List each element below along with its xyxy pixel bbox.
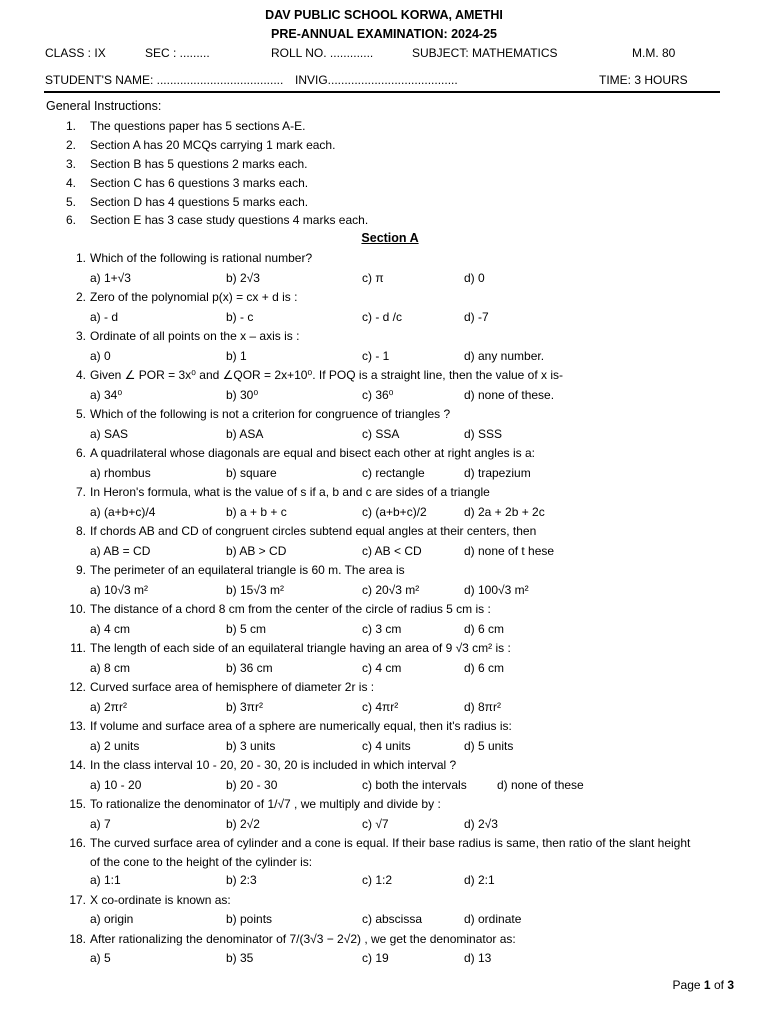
question-text: Zero of the polynomial p(x) = cx + d is : <box>90 290 298 304</box>
option-b: b) - c <box>226 309 254 324</box>
option-b: b) 30⁰ <box>226 387 259 402</box>
option-a: a) 7 <box>90 816 111 831</box>
student-name-label: STUDENT'S NAME: ...................................... <box>45 73 284 87</box>
option-b: b) a + b + c <box>226 504 287 519</box>
option-c: c) abscissa <box>362 912 423 926</box>
question-text: X co-ordinate is known as: <box>90 892 231 907</box>
option-c: c) 4πr² <box>362 699 399 714</box>
subject-label: SUBJECT: MATHEMATICS <box>412 46 558 60</box>
option-d: d) none of these <box>497 777 584 792</box>
option-c: c) - 1 <box>362 348 390 363</box>
option-c: c) both the intervals <box>362 777 467 792</box>
option-c: c) 20√3 m² <box>362 582 420 597</box>
instruction-item: 4. Section C has 6 questions 3 marks each. <box>66 176 309 190</box>
question-number: 11. <box>70 641 86 655</box>
question-item <box>0 327 768 366</box>
option-c: c) 3 cm <box>362 621 402 636</box>
class-label: CLASS : IX <box>45 46 106 60</box>
question-item <box>0 444 768 483</box>
option-c: c) SSA <box>362 426 400 441</box>
option-c: c) rectangle <box>362 465 425 480</box>
section-a-title: Section A <box>361 231 419 245</box>
option-b: b) 3 units <box>226 738 276 753</box>
option-c: c) 19 <box>362 951 389 965</box>
option-a: a) 1:1 <box>90 873 121 887</box>
option-b: b) 15√3 m² <box>226 582 284 597</box>
question-number: 1. <box>75 251 86 265</box>
question-text: A quadrilateral whose diagonals are equal and bisect each other at right angles is a: <box>90 446 535 460</box>
option-d: d) ordinate <box>464 912 522 926</box>
option-d: d) trapezium <box>464 465 531 480</box>
question-number: 6. <box>75 446 86 460</box>
question-number: 7. <box>75 485 86 499</box>
option-c: c) 1:2 <box>362 873 393 887</box>
option-d: d) 8πr² <box>464 699 501 714</box>
roll-label: ROLL NO. ............. <box>271 46 374 60</box>
question-text: Which of the following is not a criterion for congruence of triangles ? <box>90 407 451 421</box>
question-number: 3. <box>75 329 86 343</box>
question-item <box>0 600 768 639</box>
question-number: 9. <box>75 563 86 577</box>
option-d: d) none of t hese <box>464 543 555 558</box>
option-a: a) - d <box>90 309 119 324</box>
option-d: d) 100√3 m² <box>464 582 529 597</box>
option-a: a) 1+√3 <box>90 270 131 285</box>
school-name: DAV PUBLIC SCHOOL KORWA, AMETHI <box>265 8 503 22</box>
option-b: b) 2√3 <box>226 270 260 285</box>
option-b: b) ASA <box>226 426 264 441</box>
invigilator-label: INVIG....................................... <box>295 73 458 87</box>
option-d: d) 2√3 <box>464 816 498 831</box>
section-label: SEC : ......... <box>145 46 210 60</box>
option-c: c) AB < CD <box>362 543 422 558</box>
question-item <box>0 795 768 834</box>
option-a: a) 4 cm <box>90 621 131 636</box>
question-item <box>0 522 768 561</box>
exam-title: PRE-ANNUAL EXAMINATION: 2024-25 <box>271 27 497 41</box>
option-a: a) 8 cm <box>90 660 131 675</box>
option-b: b) square <box>226 465 277 480</box>
instruction-item: 5. Section D has 4 questions 5 marks each. <box>66 195 309 209</box>
question-text: The distance of a chord 8 cm from the center of the circle of radius 5 cm is : <box>90 602 491 616</box>
question-item <box>0 756 768 795</box>
question-number: 12. <box>69 680 86 694</box>
option-c: c) 4 cm <box>362 660 402 675</box>
question-text: Which of the following is rational number? <box>90 251 313 265</box>
option-b: b) 2:3 <box>226 873 257 887</box>
question-text: The length of each side of an equilateral triangle having an area of 9 √3 cm² is : <box>90 641 511 655</box>
option-a: a) 5 <box>90 951 111 965</box>
option-d: d) any number. <box>464 348 545 363</box>
question-text: The curved surface area of cylinder and a cone is equal. If their base radius is same, then ratio of the slant height <box>90 836 691 850</box>
question-list <box>0 249 768 969</box>
question-item <box>0 483 768 522</box>
instruction-item: 2. Section A has 20 MCQs carrying 1 mark each. <box>66 138 336 152</box>
question-item <box>0 930 768 969</box>
question-number: 2. <box>75 290 86 304</box>
option-d: d) 0 <box>464 270 485 285</box>
question-item <box>0 288 768 327</box>
option-b: b) 35 <box>226 951 254 965</box>
option-d: d) SSS <box>464 426 503 441</box>
question-text: In Heron's formula, what is the value of s if a, b and c are sides of a triangle <box>90 485 490 499</box>
max-marks-label: M.M. 80 <box>632 46 676 60</box>
question-text: Given ∠ POR = 3x⁰ and ∠QOR = 2x+10⁰. If POQ is a straight line, then the value of x is- <box>90 368 564 382</box>
option-d: d) 5 units <box>464 738 514 753</box>
question-number: 18. <box>69 931 86 946</box>
question-item <box>0 639 768 678</box>
option-c: c) 4 units <box>362 738 411 753</box>
option-c: c) - d /c <box>362 309 403 324</box>
option-a: a) (a+b+c)/4 <box>90 504 156 519</box>
option-c: c) (a+b+c)/2 <box>362 504 427 519</box>
option-d: d) -7 <box>464 309 489 324</box>
question-number: 10. <box>69 602 86 616</box>
question-text: Curved surface area of hemisphere of diameter 2r is : <box>90 680 375 694</box>
option-b: b) 1 <box>226 348 247 363</box>
question-item <box>0 891 768 930</box>
question-number: 13. <box>69 719 86 733</box>
question-item <box>0 834 768 891</box>
option-c: c) 36⁰ <box>362 387 394 402</box>
option-d: d) 6 cm <box>464 660 505 675</box>
option-a: a) SAS <box>90 426 129 441</box>
option-a: a) 2 units <box>90 738 140 753</box>
question-item <box>0 366 768 405</box>
option-d: d) 13 <box>464 951 492 965</box>
question-text: The perimeter of an equilateral triangle is 60 m. The area is <box>90 563 405 577</box>
instruction-item: 1. The questions paper has 5 sections A-E. <box>66 119 306 133</box>
option-d: d) 2:1 <box>464 873 495 887</box>
option-b: b) 2√2 <box>226 816 260 831</box>
question-number: 5. <box>75 407 86 421</box>
header-divider <box>44 91 720 93</box>
option-a: a) 10 - 20 <box>90 777 142 792</box>
option-c: c) π <box>362 270 384 285</box>
question-number: 14. <box>69 758 86 772</box>
option-b: b) points <box>226 912 273 926</box>
option-d: d) 6 cm <box>464 621 505 636</box>
question-number: 8. <box>75 524 86 538</box>
instruction-item: 3. Section B has 5 questions 2 marks each. <box>66 157 308 171</box>
option-a: a) 2πr² <box>90 699 127 714</box>
question-text: In the class interval 10 - 20, 20 - 30, 20 is included in which interval ? <box>90 758 457 772</box>
question-item <box>0 249 768 288</box>
option-b: b) 5 cm <box>226 621 267 636</box>
option-d: d) 2a + 2b + 2c <box>464 504 545 519</box>
option-b: b) AB > CD <box>226 543 287 558</box>
time-label: TIME: 3 HOURS <box>599 73 688 87</box>
option-b: b) 36 cm <box>226 660 273 675</box>
question-number: 16. <box>69 836 86 850</box>
option-b: b) 20 - 30 <box>226 777 278 792</box>
option-a: a) rhombus <box>90 465 151 480</box>
instructions-title: General Instructions: <box>46 99 162 113</box>
option-a: a) 34⁰ <box>90 387 123 402</box>
question-item <box>0 678 768 717</box>
question-text: To rationalize the denominator of 1/√7 , we multiply and divide by : <box>90 797 441 811</box>
instruction-item: 6. Section E has 3 case study questions 4 marks each. <box>66 213 369 227</box>
option-a: a) 10√3 m² <box>90 582 148 597</box>
option-d: d) none of these. <box>464 387 555 402</box>
question-item <box>0 405 768 444</box>
question-number: 15. <box>69 797 86 811</box>
option-b: b) 3πr² <box>226 699 263 714</box>
question-text: After rationalizing the denominator of 7/(3√3 − 2√2) , we get the denominator as: <box>90 931 516 946</box>
question-number: 4. <box>75 368 86 382</box>
option-c: c) √7 <box>362 816 389 831</box>
option-a: a) AB = CD <box>90 543 151 558</box>
question-text: Ordinate of all points on the x – axis is : <box>90 329 300 343</box>
option-a: a) origin <box>90 912 134 926</box>
question-text: If volume and surface area of a sphere are numerically equal, then it's radius is: <box>90 719 512 733</box>
page-number: Page 1 of 3 <box>672 978 734 992</box>
question-text: If chords AB and CD of congruent circles subtend equal angles at their centers, then <box>90 524 537 538</box>
question-item <box>0 717 768 756</box>
question-number: 17. <box>69 892 86 907</box>
question-text-continued: of the cone to the height of the cylinder is: <box>90 854 313 869</box>
option-a: a) 0 <box>90 348 111 363</box>
question-item <box>0 561 768 600</box>
